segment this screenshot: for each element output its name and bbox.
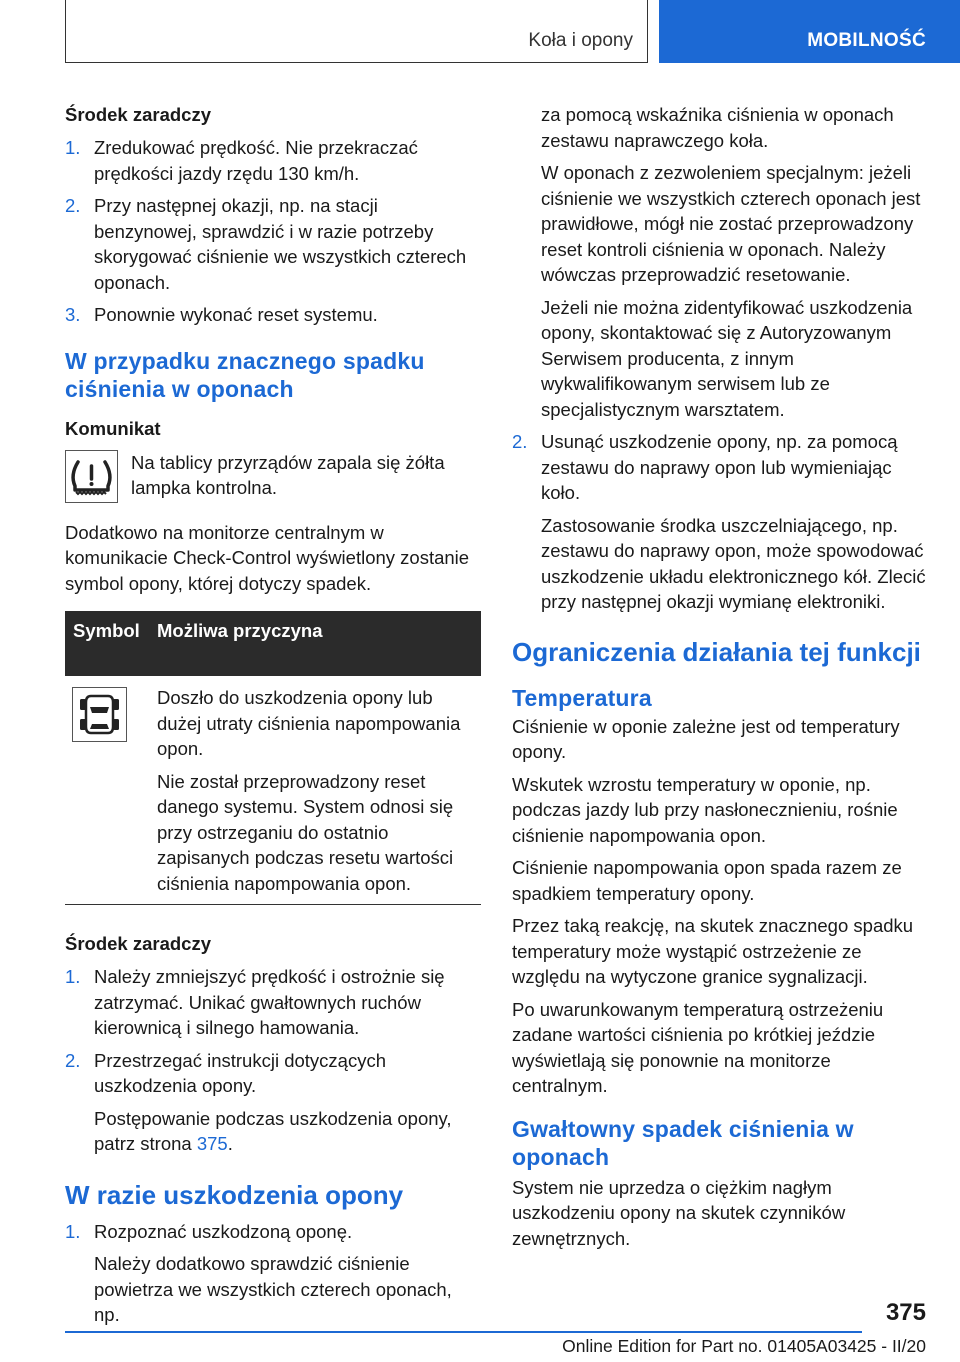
step-text: W oponach z zezwoleniem specjalnym: jeżeli ciśnienie we wszystkich czterech oponach jest prawidłowe, mógł nie zostać przeprowadzony reset kontroli ciśnienia w oponach. Należy wówczas przeprowadzić resetowanie.	[541, 162, 921, 285]
remedy-title: Środek zaradczy	[65, 933, 212, 954]
table-header-cause: Możliwa przyczyna	[157, 620, 323, 641]
paragraph: System nie uprzedza o ciężkim nagłym uszkodzeniu opony na skutek czynników zewnętrznych.	[512, 1176, 846, 1249]
step-text: Zredukować prędkość. Nie przekraczać prędkości jazdy rzędu 130 km/h.	[94, 137, 418, 184]
remedy-title: Środek zaradczy	[65, 104, 212, 125]
footer-divider	[65, 1331, 862, 1333]
paragraph: Wskutek wzrostu temperatury w oponie, np. podczas jazdy lub przy nasłonecznieniu, rośnie ciśnienie napompowania opon.	[512, 773, 898, 846]
header-chapter-title: MOBILNOŚĆ	[807, 30, 926, 51]
step-text: Należy dodatkowo sprawdzić ciśnienie powietrza we wszystkich czterech oponach, np.	[94, 1253, 452, 1325]
step-text: Zastosowanie środka uszczelniającego, np. zestawu do naprawy opon, może spowodować uszkodzenie układu elektronicznego kół. Zlecić przy następnej okazji wymianę elektroniki.	[541, 514, 926, 612]
left-column	[65, 102, 481, 1328]
remedy-step	[65, 193, 481, 295]
sudden-drop-heading: Gwałtowny spadek ciśnienia w oponach	[512, 1115, 854, 1170]
page-number: 375	[885, 1299, 926, 1326]
paragraph: Ciśnienie napompowania opon spada razem ze spadkiem temperatury opony.	[512, 857, 902, 904]
step-text: za pomocą wskaźnika ciśnienia w oponach zestawu naprawczego koła.	[541, 104, 894, 151]
step-number: 2.	[65, 1049, 81, 1071]
footer-edition: Online Edition for Part no. 01405A03425 - II/20	[562, 1336, 926, 1356]
step-text: Postępowanie podczas uszkodzenia opony, patrz strona	[94, 1107, 452, 1154]
damage-heading: W razie uszkodzenia opony	[65, 1179, 404, 1210]
remedy-step	[65, 135, 481, 186]
temperature-heading: Temperatura	[512, 684, 652, 711]
warning-text: Na tablicy przyrządów zapala się żółta lampka kontrolna.	[131, 451, 445, 498]
remedy-step	[65, 302, 481, 328]
tire-pressure-warning-icon	[65, 450, 118, 503]
table-row	[65, 676, 481, 905]
message-title: Komunikat	[65, 417, 161, 439]
remedy-step	[65, 964, 481, 1041]
cause-text: Nie został przeprowadzony reset danego systemu. System odnosi się przy ostrzeganiu do ostatnio zapisanych podczas resetu wartości ciśnienia napompowania opon.	[157, 770, 454, 894]
limits-heading: Ograniczenia działania tej funkcji	[512, 636, 921, 667]
paragraph: Przez taką reakcję, na skutek znacznego spadku temperatury może wystąpić ostrzeżenie ze względu na wytyczone granice sygnalizacji.	[512, 915, 914, 987]
table-header-symbol: Symbol	[73, 620, 140, 641]
step-text: Przestrzegać instrukcji dotyczących uszkodzenia opony.	[94, 1049, 386, 1096]
step-text: Przy następnej okazji, np. na stacji benzynowej, sprawdzić i w razie potrzeby skorygować ciśnienie we wszystkich czterech oponach.	[94, 195, 467, 293]
step-text: Usunąć uszkodzenie opony, np. za pomocą zestawu do naprawy opon lub wymieniając koło.	[541, 431, 898, 503]
additional-text: Dodatkowo na monitorze centralnym w komunikacie Check-Control wyświetlony zostanie symbol opony, której dotyczy spadek.	[65, 521, 470, 594]
step-text: Ponownie wykonać reset systemu.	[94, 304, 378, 325]
remedy-step: 2. Przestrzegać instrukcji dotyczących uszkodzenia opony. Postępowanie podczas uszkodzenia opony, patrz strona 375.	[65, 1048, 481, 1157]
symbol-table	[65, 611, 481, 905]
step-text: Rozpoznać uszkodzoną oponę.	[94, 1220, 353, 1242]
step-number: 1.	[65, 137, 81, 158]
remedy-steps	[65, 135, 481, 328]
damage-steps	[512, 429, 927, 615]
damage-step	[65, 1219, 481, 1328]
continued-step	[512, 102, 927, 422]
step-number: 2.	[512, 431, 528, 452]
page-reference-link[interactable]: 375	[196, 1133, 228, 1154]
step-number: 1.	[65, 1220, 81, 1242]
step-text: Należy zmniejszyć prędkość i ostrożnie się zatrzymać. Unikać gwałtownych ruchów kierownicą i silnego hamowania.	[94, 966, 445, 1038]
paragraph: Ciśnienie w oponie zależne jest od temperatury opony.	[512, 715, 900, 762]
significant-drop-heading: W przypadku znacznego spadku ciśnienia w oponach	[65, 347, 425, 402]
header-chapter-tab	[659, 0, 960, 63]
table-cause-cell	[157, 685, 481, 896]
table-header	[65, 611, 481, 676]
step-text: Jeżeli nie można zidentyfikować uszkodzenia opony, skontaktować się z Autoryzowanym Serwisem producenta, z innym wykwalifikowanym serwisem lub ze specjalistycznym warsztatem.	[541, 296, 913, 420]
step-number: 3.	[65, 304, 81, 325]
header-section-box	[65, 0, 648, 63]
warning-block	[65, 450, 481, 506]
header-section-title: Koła i opony	[528, 30, 633, 51]
step-number: 2.	[65, 195, 81, 216]
damage-steps	[65, 1219, 481, 1328]
car-tire-symbol-icon	[72, 687, 127, 742]
cause-text: Doszło do uszkodzenia opony lub dużej utraty ciśnienia napompowania opon.	[157, 687, 461, 759]
right-column	[512, 102, 927, 1251]
paragraph: Po uwarunkowanym temperaturą ostrzeżeniu zadane wartości ciśnienia po krótkiej jeździe wyświetlają się ponownie na monitorze centralnym.	[512, 998, 884, 1096]
damage-step	[512, 429, 927, 615]
remedy-steps	[65, 964, 481, 1157]
step-number: 1.	[65, 966, 81, 987]
